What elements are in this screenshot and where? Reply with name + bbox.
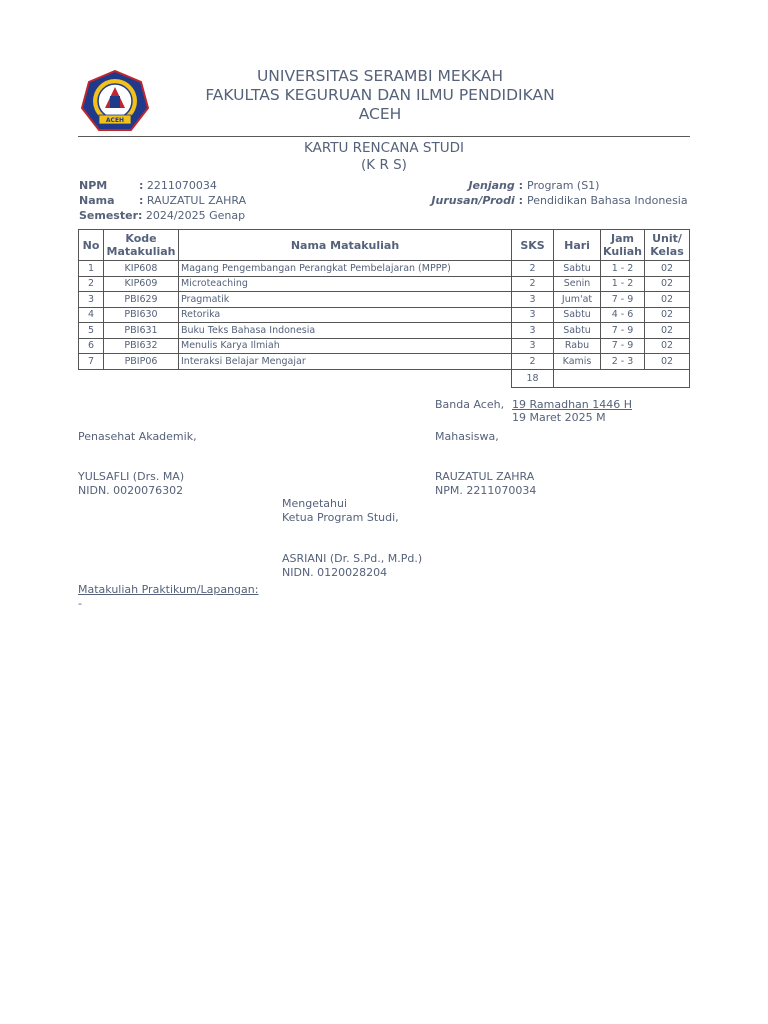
table-row — [79, 338, 690, 354]
cell-jam: 7 - 9 — [601, 338, 645, 354]
table-row — [79, 261, 690, 277]
cell-kelas: 02 — [645, 276, 690, 292]
head-id: NIDN. 0120028204 — [282, 566, 388, 579]
cell-kode: KIP609 — [104, 276, 179, 292]
cell-nama: Pragmatik — [179, 292, 512, 308]
table-row — [79, 307, 690, 323]
cell-no: 3 — [79, 292, 104, 308]
cell-sks: 2 — [512, 354, 554, 370]
cell-sks: 3 — [512, 338, 554, 354]
npm-value: 2211070034 — [146, 179, 217, 192]
cell-jam: 7 - 9 — [601, 292, 645, 308]
cell-sks: 2 — [512, 261, 554, 277]
cell-kode: PBI631 — [104, 323, 179, 339]
cell-kode: PBIP06 — [104, 354, 179, 370]
student-sign-id: NPM. 2211070034 — [435, 484, 537, 497]
cell-sks: 2 — [512, 276, 554, 292]
faculty-name: FAKULTAS KEGURUAN DAN ILMU PENDIDIKAN — [205, 86, 555, 104]
cell-sks: 3 — [512, 292, 554, 308]
cell-hari: Rabu — [554, 338, 601, 354]
npm-value-row: : 2211070034 — [139, 179, 217, 192]
cell-kelas: 02 — [645, 307, 690, 323]
cell-nama: Interaksi Belajar Mengajar — [179, 354, 512, 370]
logo-text: ACEH — [105, 117, 125, 124]
cell-jam: 7 - 9 — [601, 323, 645, 339]
student-sign-name: RAUZATUL ZAHRA — [435, 470, 535, 483]
col-jam: Jam Kuliah — [601, 230, 645, 261]
cell-kelas: 02 — [645, 338, 690, 354]
cell-jam: 2 - 3 — [601, 354, 645, 370]
cell-kelas: 02 — [645, 261, 690, 277]
head-name: ASRIANI (Dr. S.Pd., M.Pd.) — [282, 552, 423, 565]
course-table — [78, 229, 690, 388]
sign-date-hijri: 19 Ramadhan 1446 H — [512, 398, 633, 411]
cell-nama: Menulis Karya Ilmiah — [179, 338, 512, 354]
nama-value-row: : RAUZATUL ZAHRA — [139, 194, 247, 207]
cell-jam: 1 - 2 — [601, 276, 645, 292]
cell-nama: Buku Teks Bahasa Indonesia — [179, 323, 512, 339]
nama-row — [79, 194, 115, 207]
col-no: No — [79, 230, 104, 261]
col-kelas: Unit/ Kelas — [645, 230, 690, 261]
cell-kode: PBI630 — [104, 307, 179, 323]
jenjang-value: Program (S1) — [527, 179, 600, 192]
cell-no: 1 — [79, 261, 104, 277]
cell-jam: 1 - 2 — [601, 261, 645, 277]
jurusan-value: Pendidikan Bahasa Indonesia — [527, 194, 688, 207]
cell-nama: Magang Pengembangan Perangkat Pembelajaran (MPPP) — [179, 261, 512, 277]
advisor-title: Penasehat Akademik, — [78, 430, 197, 443]
semester-value: 2024/2025 Genap — [145, 209, 246, 222]
col-nama: Nama Matakuliah — [179, 230, 512, 261]
jurusan-label-row: Jurusan/Prodi : — [431, 194, 523, 207]
col-kode: Kode Matakuliah — [104, 230, 179, 261]
table-total-row — [79, 369, 690, 387]
cell-hari: Jum'at — [554, 292, 601, 308]
student-sign-title: Mahasiswa, — [435, 430, 499, 443]
region-name: ACEH — [358, 105, 402, 123]
university-name: UNIVERSITAS SERAMBI MEKKAH — [256, 67, 504, 85]
ack-line1: Mengetahui — [282, 497, 348, 510]
col-hari: Hari — [554, 230, 601, 261]
university-logo-icon — [81, 70, 149, 134]
ack-line2: Ketua Program Studi, — [282, 511, 399, 524]
cell-sks: 3 — [512, 323, 554, 339]
jurusan-label: Jurusan/Prodi — [431, 194, 515, 207]
cell-kode: KIP608 — [104, 261, 179, 277]
table-row — [79, 323, 690, 339]
table-header-row — [79, 230, 690, 261]
jenjang-label-row: Jenjang : — [468, 179, 523, 192]
sign-place: Banda Aceh, — [435, 398, 505, 411]
cell-kelas: 02 — [645, 354, 690, 370]
nama-label: Nama — [79, 194, 115, 207]
cell-no: 6 — [79, 338, 104, 354]
table-row — [79, 276, 690, 292]
total-sks: 18 — [512, 369, 554, 387]
semester-label: Semester — [79, 209, 138, 222]
document-subtitle: (K R S) — [361, 157, 407, 173]
advisor-name: YULSAFLI (Drs. MA) — [78, 470, 185, 483]
cell-hari: Sabtu — [554, 261, 601, 277]
document-title: KARTU RENCANA STUDI — [303, 140, 465, 156]
cell-hari: Sabtu — [554, 307, 601, 323]
cell-jam: 4 - 6 — [601, 307, 645, 323]
cell-kelas: 02 — [645, 323, 690, 339]
cell-kelas: 02 — [645, 292, 690, 308]
table-row — [79, 292, 690, 308]
npm-label: NPM — [79, 179, 108, 192]
cell-nama: Retorika — [179, 307, 512, 323]
cell-no: 2 — [79, 276, 104, 292]
cell-no: 7 — [79, 354, 104, 370]
cell-hari: Sabtu — [554, 323, 601, 339]
col-sks: SKS — [512, 230, 554, 261]
advisor-id: NIDN. 0020076302 — [78, 484, 184, 497]
table-row — [79, 354, 690, 370]
cell-kode: PBI632 — [104, 338, 179, 354]
sign-date-masehi: 19 Maret 2025 M — [512, 411, 606, 424]
cell-no: 5 — [79, 323, 104, 339]
nama-value: RAUZATUL ZAHRA — [146, 194, 247, 207]
practicum-label: Matakuliah Praktikum/Lapangan: — [78, 583, 259, 596]
npm-row — [79, 179, 107, 192]
cell-kode: PBI629 — [104, 292, 179, 308]
semester-row: Semester: 2024/2025 Genap — [79, 209, 246, 222]
jenjang-label: Jenjang — [468, 179, 515, 192]
cell-hari: Kamis — [554, 354, 601, 370]
cell-hari: Senin — [554, 276, 601, 292]
header-divider — [78, 136, 690, 137]
cell-nama: Microteaching — [179, 276, 512, 292]
cell-sks: 3 — [512, 307, 554, 323]
practicum-value: - — [78, 597, 82, 610]
cell-no: 4 — [79, 307, 104, 323]
